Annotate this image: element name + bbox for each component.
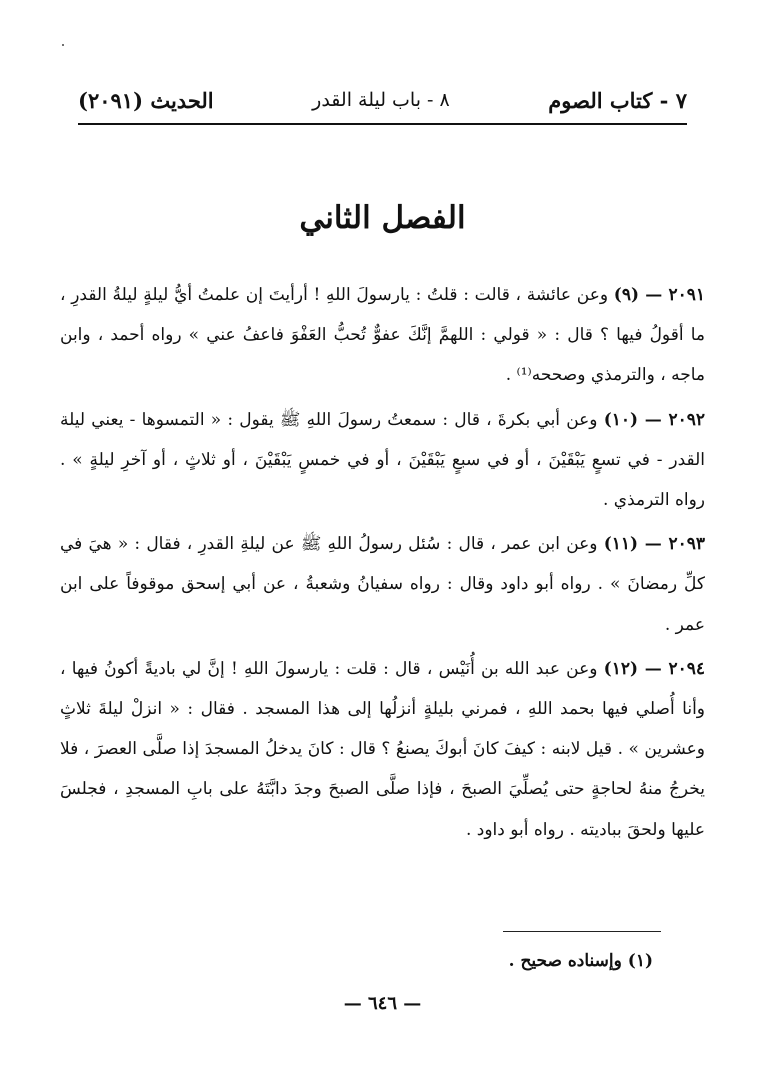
hadith-number: ٢٠٩٢ — (١٠): [603, 409, 706, 430]
hadith-text: وعن ابن عمر ، قال : سُئل رسولُ اللهِ ﷺ عن ليلةِ القدرِ ، فقال : « هيَ في كلِّ رمضانَ » . رواه أبو داود وقال : رواه سفيانُ وشعبةُ ، عن أبي إسحق موقوفاً على ابن عمر .: [60, 534, 705, 635]
hadith-number: ٢٠٩٣ — (١١): [603, 534, 705, 555]
running-header: [78, 82, 687, 118]
hadith-2093: [60, 524, 705, 645]
hadith-number: ٢٠٩٤ — (١٢): [603, 658, 705, 679]
hadith-2092: [60, 400, 705, 521]
section-title: الفصل الثاني: [299, 200, 466, 236]
page-number: — ٦٤٦ —: [343, 993, 422, 1014]
footnote-divider: [503, 931, 661, 932]
header-hadith-number: الحديث (٢٠٩١): [78, 87, 214, 113]
hadith-2091: [60, 275, 705, 396]
footnote: (١) وإسناده صحيح .: [508, 951, 653, 971]
hadith-text: وعن أبي بكرةَ ، قال : سمعتُ رسولَ اللهِ ﷺ يقول : « التمسوها - يعني ليلة القدر - في تسعٍ يَبْقَيْنَ ، أو في سبعٍ يَبْقَيْنَ ، أو في خمسٍ يَبْقَيْنَ ، أو ثلاثٍ ، أو آخرِ ليلةٍ » . رواه الترمذي .: [60, 409, 705, 511]
hadith-text: وعن عبد الله بن أُنَيْس ، قال : قلت : يارسولَ اللهِ ! إنَّ لي باديةً أكونُ فيها ، وأنا أُصلي فيها بحمد اللهِ ، فمرني بليلةٍ أنزلُها إلى هذا المسجد . فقال : « انزلْ ليلةَ ثلاثٍ وعشرين » . قيل لابنه : كيفَ كانَ أبوكَ يصنعُ ؟ قال : كانَ يدخلُ المسجدَ إذا صلَّى العصرَ ، فلا يخرجُ منهُ لحاجةٍ حتى يُصلِّيَ الصبحَ ، فإذا صلَّى الصبحَ وجدَ دابَّتَهُ على بابِ المسجدِ ، فجلسَ عليها ولحقَ بباديته . رواه أبو داود .: [60, 658, 705, 840]
hadith-number: ٢٠٩١ — (٩): [613, 285, 706, 305]
header-chapter-title: ٨ - باب ليلة القدر: [312, 89, 450, 111]
hadith-2094: [60, 649, 705, 850]
scan-speck: [62, 44, 64, 46]
header-book-title: ٧ - كتاب الصوم: [548, 87, 687, 113]
header-divider: [78, 123, 687, 125]
hadith-list: [60, 275, 705, 850]
hadith-text: وعن عائشة ، قالت : قلتُ : يارسولَ اللهِ ! أرأيتَ إن علمتُ أيُّ ليلةٍ ليلةُ القدرِ ، ما أقولُ فيها ؟ قال : « قولي : اللهمَّ إنَّكَ عفوٌّ تُحبُّ العَفْوَ فاعفُ عني » رواه أحمد ، وابن ماجه ، والترمذي وصححه⁽¹⁾ .: [60, 285, 705, 386]
